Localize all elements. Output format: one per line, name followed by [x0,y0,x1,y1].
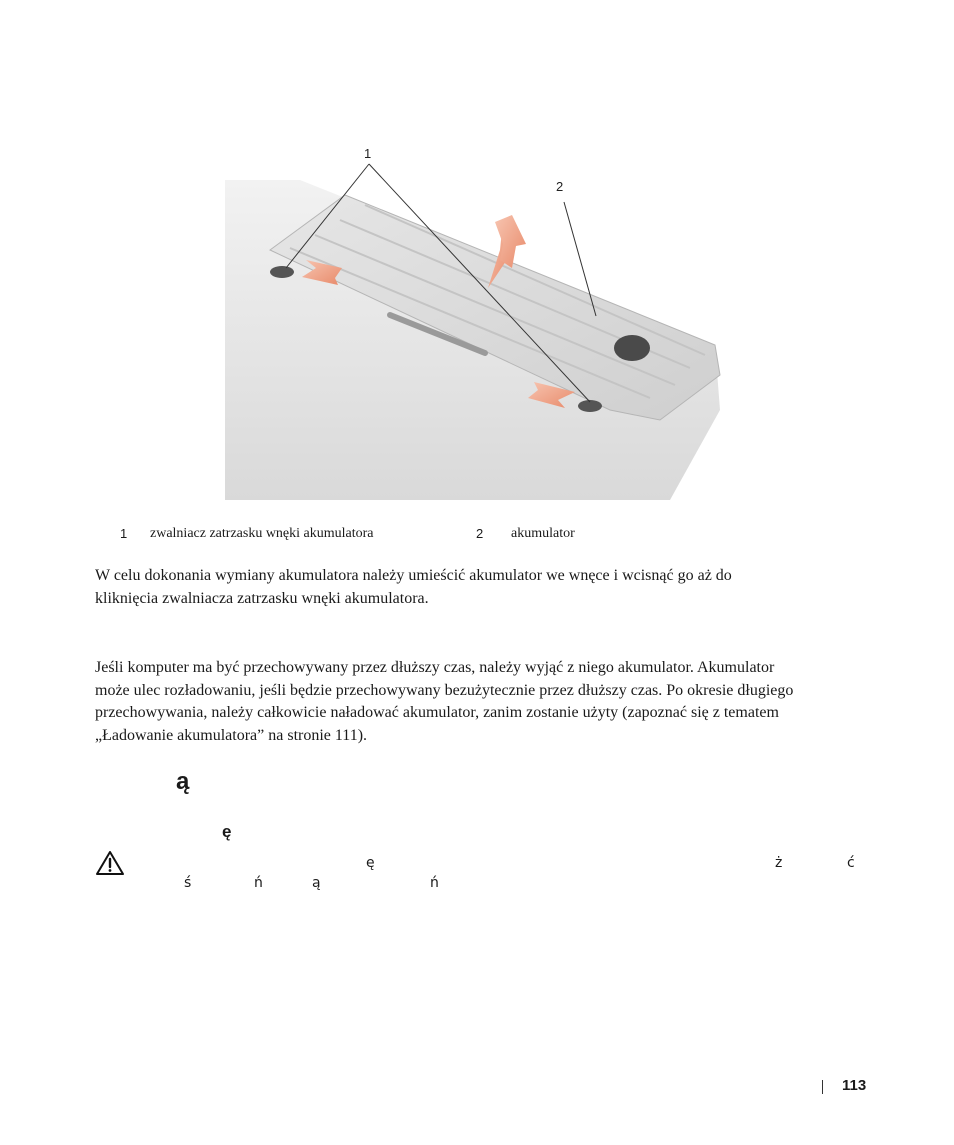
text-line: Jeśli komputer ma być przechowywany przez dłuższy czas, należy wyjąć z niego akumulator. Akumulator [95,659,775,676]
legend-num: 2 [476,526,484,541]
legend-num: 1 [120,526,128,541]
warning-glyph: ń [430,875,439,891]
legend-text-2: akumulator [511,526,575,541]
subsection-heading: ę [222,822,232,841]
callout-2: 2 [556,179,564,194]
footer-divider [822,1080,823,1094]
text-line: kliknięcia zwalniacza zatrzasku wnęki akumulatora. [95,589,429,607]
warning-glyph: ś [184,875,192,891]
latch-left [270,266,294,278]
paragraph-storage [95,657,865,747]
legend-text-1: zwalniacz zatrzasku wnęki akumulatora [150,526,374,541]
warning-icon [95,850,125,881]
warning-glyph: ń [254,875,263,891]
text-line: może ulec rozładowaniu, jeśli będzie przechowywany bezużytecznie przez dłuższy czas. Po okresie długiego [95,681,794,699]
battery-foot [614,335,650,361]
callout-1: 1 [364,146,372,161]
battery-diagram [220,140,740,510]
battery-illustration [220,140,740,510]
warning-glyph: ę [366,855,375,871]
legend-item-1 [120,526,127,543]
text-line: przechowywania, należy całkowicie naładować akumulator, zanim zostanie użyty (zapoznać się z tematem [95,704,779,721]
text-line: „Ładowanie akumulatora” na stronie 111). [95,726,368,744]
warning-glyph: ż [775,855,783,871]
section-heading: ą [176,768,190,795]
page-number: 113 [842,1077,867,1094]
warning-glyph: ć [847,855,855,871]
warning-glyph: ą [312,875,321,891]
legend-item-2 [476,526,483,543]
text-line: W celu dokonania wymiany akumulatora należy umieścić akumulator we wnęce i wcisnąć go aż do [95,567,732,584]
paragraph-replace [95,565,865,610]
